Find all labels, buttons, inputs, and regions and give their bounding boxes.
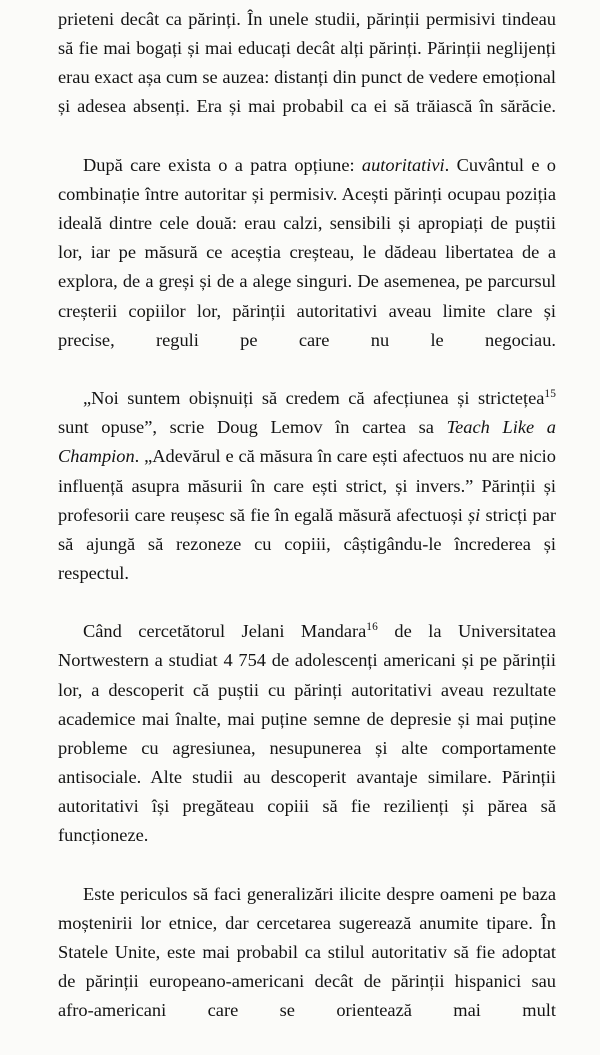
paragraph-3-italic-conjunction: și	[468, 504, 481, 525]
footnote-marker-16: 16	[366, 621, 378, 634]
paragraph-3-segment-4: stricți par să ajungă să rezoneze cu copiii, câștigându-le încrederea și respectul.	[58, 504, 556, 583]
paragraph-3-segment-2: sunt opuse”, scrie Doug Lemov în cartea sa	[58, 417, 447, 438]
paragraph-5: Este periculos să faci generalizări ilicite despre oameni pe baza moștenirii lor etnice, dar cercetarea sugerează anumite tipare. În Statele Unite, este mai probabil ca stilul autoritativ să fie adoptat de părinții europeano-americani decât de părinții hispanici sau afro-americani care se orientează mai mult	[58, 883, 556, 1021]
paragraph-4-segment-1: Când cercetătorul Jelani Mandara	[83, 621, 367, 642]
paragraph-2-text-after-italic: . Cuvântul e o combinație între autoritar și permisiv. Acești părinți ocupau poziția ideală dintre cele două: erau calzi, sensibili și apropiați de puștii lor, iar pe măsură ce aceștia creșteau, le dădeau libertatea de a explora, de a greși și de a alege singuri. De asemenea, pe parcursul creșterii copiilor lor, părinții autoritativi aveau limite clare și precise, reguli pe care nu le negociau.	[58, 154, 556, 350]
footnote-marker-15: 15	[544, 387, 556, 400]
paragraph-3-book-title: Teach Like a Champion	[58, 417, 556, 467]
paragraph-3	[58, 384, 556, 617]
paragraph-4-segment-2: de la Universitatea Nortwestern a studiat 4 754 de adolescenți americani și pe părinții lor, a descoperit că puștii cu părinți autoritativi aveau rezultate academice mai înalte, mai puține semne de depresie și mai puține probleme cu agresiunea, nesupunerea și alte comportamente antisociale. Alte studii au descoperit avantaje similare. Părinții autoritativi își pregăteau copiii să fie rezilienți și părea să funcționeze.	[58, 621, 556, 846]
paragraph-3-segment-1: „Noi suntem obișnuiți să credem că afecțiunea și strictețea	[83, 388, 545, 409]
paragraph-2-italic-term: autoritativi	[361, 154, 445, 175]
paragraph-3-segment-3: . „Adevărul e că măsura în care ești afectuos nu are nicio influență asupra măsurii în care ești strict, și invers.” Părinții și profesorii care reușesc să fie în egală măsură afectuoși	[58, 446, 556, 525]
paragraph-2-text-before-italic: După care exista o a patra opțiune:	[83, 154, 362, 175]
paragraph-1: prieteni decât ca părinți. În unele studii, părinții permisivi tindeau să fie mai bogați și mai educați decât alți părinți. Părinții neglijenți erau exact așa cum se auzea: distanți din punct de vedere emoțional și adesea absenți. Era și mai probabil ca ei să trăiască în sărăcie.	[58, 9, 556, 117]
paragraph-2	[58, 151, 556, 384]
paragraph-4	[58, 617, 556, 879]
body-text-column	[58, 5, 556, 1055]
